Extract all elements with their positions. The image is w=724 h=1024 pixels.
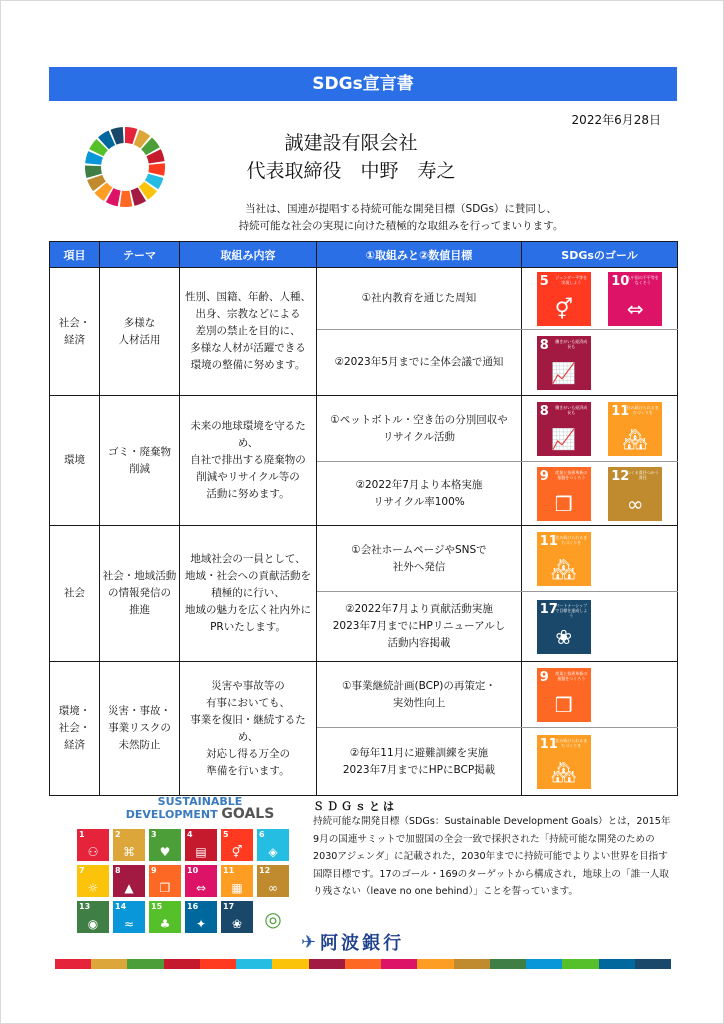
cell-goal-2: ②2023年5月までに全体会議で通知 (317, 330, 522, 396)
tile-number: 2 (115, 830, 121, 839)
tile-number: 16 (187, 902, 199, 911)
cell-sdg-icons (522, 526, 678, 592)
cell-goal-2: ②毎年11月に避難訓練を実施 2023年7月までにHPにBCP掲載 (317, 728, 522, 796)
stripe-segment (381, 959, 417, 969)
sdg-caption: 人や国の不平等をなくそう (626, 274, 659, 285)
tile-number: 13 (79, 902, 91, 911)
tile-number: 3 (151, 830, 157, 839)
sdg-goal-8-icon (537, 336, 591, 390)
tile-number: 1 (79, 830, 85, 839)
sdg-pictogram-icon: ∞ (626, 491, 644, 516)
sdg-tile-5-icon (221, 829, 253, 861)
sdg-number: 5 (539, 273, 549, 289)
sdg-tile-16-icon (185, 901, 217, 933)
sdg-tile-9-icon (149, 865, 181, 897)
stripe-segment (91, 959, 127, 969)
stripe-segment (345, 959, 381, 969)
sdg-number: 8 (539, 337, 549, 353)
wheel-segment (120, 191, 133, 207)
cell-theme: 社会・地域活動 の情報発信の 推進 (100, 526, 180, 662)
sdg-tile-2-icon (113, 829, 145, 861)
sdg-tile-8-icon (113, 865, 145, 897)
sdg-tile-6-icon (257, 829, 289, 861)
company-block (181, 129, 521, 185)
sdg-tile-3-icon (149, 829, 181, 861)
sdg-caption: 住み続けられるまちづくりを (555, 534, 588, 545)
sdg-caption: 住み続けられるまちづくりを (555, 737, 588, 748)
sdg-number: 9 (539, 669, 549, 685)
tile-number: 11 (223, 866, 235, 875)
tile-pictogram-icon: ⚥ (231, 845, 243, 859)
tile-pictogram-icon: ☼ (87, 881, 99, 895)
table-row (50, 662, 678, 728)
tile-pictogram-icon: ∞ (268, 881, 278, 895)
sdg-goal-11-icon (537, 735, 591, 789)
sdg-caption: 働きがいも経済成長も (555, 338, 588, 349)
sdgs-wheel-logo (83, 125, 167, 209)
tile-pictogram-icon: ⚇ (87, 845, 99, 859)
page-title: SDGs宣言書 (49, 67, 677, 101)
tile-pictogram-icon: ❒ (159, 881, 171, 895)
sdg-pictogram-icon: 🏘 (551, 759, 577, 784)
header-sdg-goals: SDGsのゴール (522, 242, 678, 268)
cell-category: 環境・ 社会・ 経済 (50, 662, 100, 796)
intro-line-2: 持続可能な社会の実現に向けた積極的な取組みを行ってまいります。 (238, 220, 564, 232)
sdg-goal-9-icon (537, 668, 591, 722)
tile-number: 7 (79, 866, 85, 875)
sdg-tile-17-icon (221, 901, 253, 933)
stripe-segment (526, 959, 562, 969)
cell-goal-1: ①事業継続計画(BCP)の再策定・ 実効性向上 (317, 662, 522, 728)
cell-theme: ゴミ・廃棄物 削減 (100, 396, 180, 526)
tile-number: 15 (151, 902, 163, 911)
tile-pictogram-icon: ◉ (87, 917, 99, 931)
sdg-number: 11 (539, 736, 558, 752)
sdg-tile-10-icon (185, 865, 217, 897)
sdg-pictogram-icon: ⚥ (554, 296, 573, 321)
tile-pictogram-icon: ⇔ (195, 881, 207, 895)
header-category: 項目 (50, 242, 100, 268)
stripe-segment (55, 959, 91, 969)
tile-pictogram-icon: ▦ (231, 881, 243, 895)
sdg-goal-17-icon (537, 600, 591, 654)
stripe-segment (635, 959, 671, 969)
stripe-segment (490, 959, 526, 969)
logo-title-line2: DEVELOPMENT (125, 808, 218, 821)
cell-content: 災害や事故等の 有事においても、 事業を復旧・継続するため、 対応し得る万全の 準備を行います。 (180, 662, 317, 796)
cell-sdg-icons (522, 268, 678, 330)
sdg-pictogram-icon: ❒ (554, 491, 573, 516)
sdgs-goals-logo (77, 796, 293, 933)
sdg-pictogram-icon: 📈 (551, 426, 577, 451)
header-theme: テーマ (100, 242, 180, 268)
sdg-caption: 産業と技術革新の基盤をつくろう (555, 670, 588, 681)
sdg-tile-11-icon (221, 865, 253, 897)
stripe-segment (454, 959, 490, 969)
sdg-number: 11 (611, 403, 630, 419)
cell-sdg-icons (522, 462, 678, 526)
sdg-caption: 住み続けられるまちづくりを (626, 404, 659, 415)
cell-content: 未来の地球環境を守るため、 自社で排出する廃棄物の 削減やリサイクル等の 活動に努めます。 (180, 396, 317, 526)
sdg-tile-4-icon (185, 829, 217, 861)
tile-pictogram-icon: ✦ (195, 917, 207, 931)
tile-number: 5 (223, 830, 229, 839)
bank-logo (301, 929, 404, 955)
sdgs-logo-title (107, 796, 293, 821)
sdg-goal-11-icon (537, 532, 591, 586)
intro-line-1: 当社は、国連が提唱する持続可能な開発目標（SDGs）に賛同し、 (245, 203, 557, 215)
sdg-tile-7-icon (77, 865, 109, 897)
sdg-tile-13-icon (77, 901, 109, 933)
cell-goal-1: ①ペットボトル・空き缶の分別回収や リサイクル活動 (317, 396, 522, 462)
declaration-date: 2022年6月28日 (571, 113, 661, 127)
cell-sdg-icons (522, 662, 678, 728)
stripe-segment (562, 959, 598, 969)
sdgs-info-body: 持続可能な開発目標（SDGs：Sustainable Development Goals）とは，2015年9月の国連サミットで加盟国の全会一致で採択された「持続可能な開発のための2030アジェンダ」に記載された，2030年までに持続可能でよりよい世界を目指す国際目標です。17のゴール・169のターゲットから構成され，地球上の「誰一人取り残さない（leave no one behind）」ことを誓っています。 (313, 816, 671, 897)
sdgs-wheel-tile-icon (257, 901, 289, 933)
tile-number: 17 (223, 902, 235, 911)
cell-content: 性別、国籍、年齢、人種、 出身、宗教などによる 差別の禁止を目的に、 多様な人材が活躍できる 環境の整備に努めます。 (180, 268, 317, 396)
tile-pictogram-icon: ▲ (124, 881, 134, 895)
tile-pictogram-icon: ≈ (123, 917, 135, 931)
logo-title-line1: SUSTAINABLE (157, 795, 243, 808)
sdg-pictogram-icon: 🏘 (551, 556, 577, 581)
wheel-segment (148, 163, 165, 175)
sdg-goal-12-icon (608, 467, 662, 521)
tile-number: 6 (259, 830, 265, 839)
sdg-pictogram-icon: ❀ (555, 624, 573, 649)
sdg-goal-8-icon (537, 402, 591, 456)
sdg-tile-14-icon (113, 901, 145, 933)
tile-number: 4 (187, 830, 193, 839)
stripe-segment (272, 959, 308, 969)
sdg-tile-12-icon (257, 865, 289, 897)
tile-number: 9 (151, 866, 157, 875)
sdg-caption: 産業と技術革新の基盤をつくろう (555, 469, 588, 480)
cell-sdg-icons (522, 592, 678, 662)
sdg-caption: つくる責任つかう責任 (626, 469, 659, 480)
sdgs-action-table (49, 241, 678, 796)
tile-pictogram-icon: ♣ (159, 917, 171, 931)
table-row (50, 268, 678, 330)
stripe-segment (309, 959, 345, 969)
cell-goal-1: ①社内教育を通じた周知 (317, 268, 522, 330)
table-row (50, 526, 678, 592)
stripe-segment (127, 959, 163, 969)
tile-pictogram-icon: ❀ (231, 917, 243, 931)
sdg-tile-1-icon (77, 829, 109, 861)
sdg-number: 10 (611, 273, 630, 289)
tile-number: 10 (187, 866, 199, 875)
sdg-number: 12 (611, 468, 630, 484)
tile-number: 8 (115, 866, 121, 875)
sdg-caption: ジェンダー平等を実現しよう (555, 274, 588, 285)
sdgs-color-stripe (55, 959, 671, 969)
header-content: 取組み内容 (180, 242, 317, 268)
cell-category: 環境 (50, 396, 100, 526)
table-row (50, 396, 678, 462)
cell-sdg-icons (522, 330, 678, 396)
cell-goal-2: ②2022年7月より貢献活動実施 2023年7月までにHPリニューアルし 活動内容掲載 (317, 592, 522, 662)
sdg-tile-15-icon (149, 901, 181, 933)
sdg-goal-11-icon (608, 402, 662, 456)
sdg-pictogram-icon: 🏘 (622, 426, 648, 451)
sdgs-info-heading: ＳＤＧｓとは (313, 800, 397, 813)
table-header-row (50, 242, 678, 268)
bank-name: 阿波銀行 (320, 933, 405, 954)
sdg-number: 9 (539, 468, 549, 484)
logo-title-goals: GOALS (221, 806, 275, 822)
sdg-pictogram-icon: ⇔ (626, 296, 644, 321)
cell-sdg-icons (522, 728, 678, 796)
stripe-segment (200, 959, 236, 969)
tile-pictogram-icon: ⌘ (123, 845, 135, 859)
stripe-segment (164, 959, 200, 969)
cell-goal-2: ②2022年7月より本格実施 リサイクル率100% (317, 462, 522, 526)
stripe-segment (417, 959, 453, 969)
company-name: 誠建設有限会社 (284, 132, 418, 154)
cell-theme: 多様な 人材活用 (100, 268, 180, 396)
representative-name: 代表取締役 中野 寿之 (246, 160, 456, 182)
stripe-segment (599, 959, 635, 969)
sdg-goal-10-icon (608, 272, 662, 326)
cell-category: 社会 (50, 526, 100, 662)
sdg-caption: パートナーシップで目標を達成しよう (555, 602, 588, 618)
sdg-caption: 働きがいも経済成長も (555, 404, 588, 415)
cell-sdg-icons (522, 396, 678, 462)
sdg-number: 11 (539, 533, 558, 549)
stripe-segment (236, 959, 272, 969)
cell-goal-1: ①会社ホームページやSNSで 社外へ発信 (317, 526, 522, 592)
cell-theme: 災害・事故・ 事業リスクの 未然防止 (100, 662, 180, 796)
header-goals: ①取組みと②数値目標 (317, 242, 522, 268)
tile-number: 12 (259, 866, 271, 875)
sdg-goal-5-icon (537, 272, 591, 326)
intro-text (151, 201, 651, 235)
cell-category: 社会・ 経済 (50, 268, 100, 396)
tile-pictogram-icon: ♥ (159, 845, 171, 859)
sdg-pictogram-icon: 📈 (551, 360, 577, 385)
sdgs-tile-grid (77, 829, 293, 933)
tile-number: 14 (115, 902, 127, 911)
sdg-number: 17 (539, 601, 558, 617)
tile-pictogram-icon: ▤ (195, 845, 207, 859)
sdg-number: 8 (539, 403, 549, 419)
sdg-pictogram-icon: ❒ (554, 692, 573, 717)
tile-pictogram-icon: ◎ (264, 907, 282, 931)
sdg-goal-9-icon (537, 467, 591, 521)
tile-pictogram-icon: ◈ (268, 845, 278, 859)
cell-content: 地域社会の一員として、 地域・社会への貢献活動を 積極的に行い、 地域の魅力を広く社内外に PRいたします。 (180, 526, 317, 662)
bank-mark-icon: ✈ (301, 931, 317, 953)
